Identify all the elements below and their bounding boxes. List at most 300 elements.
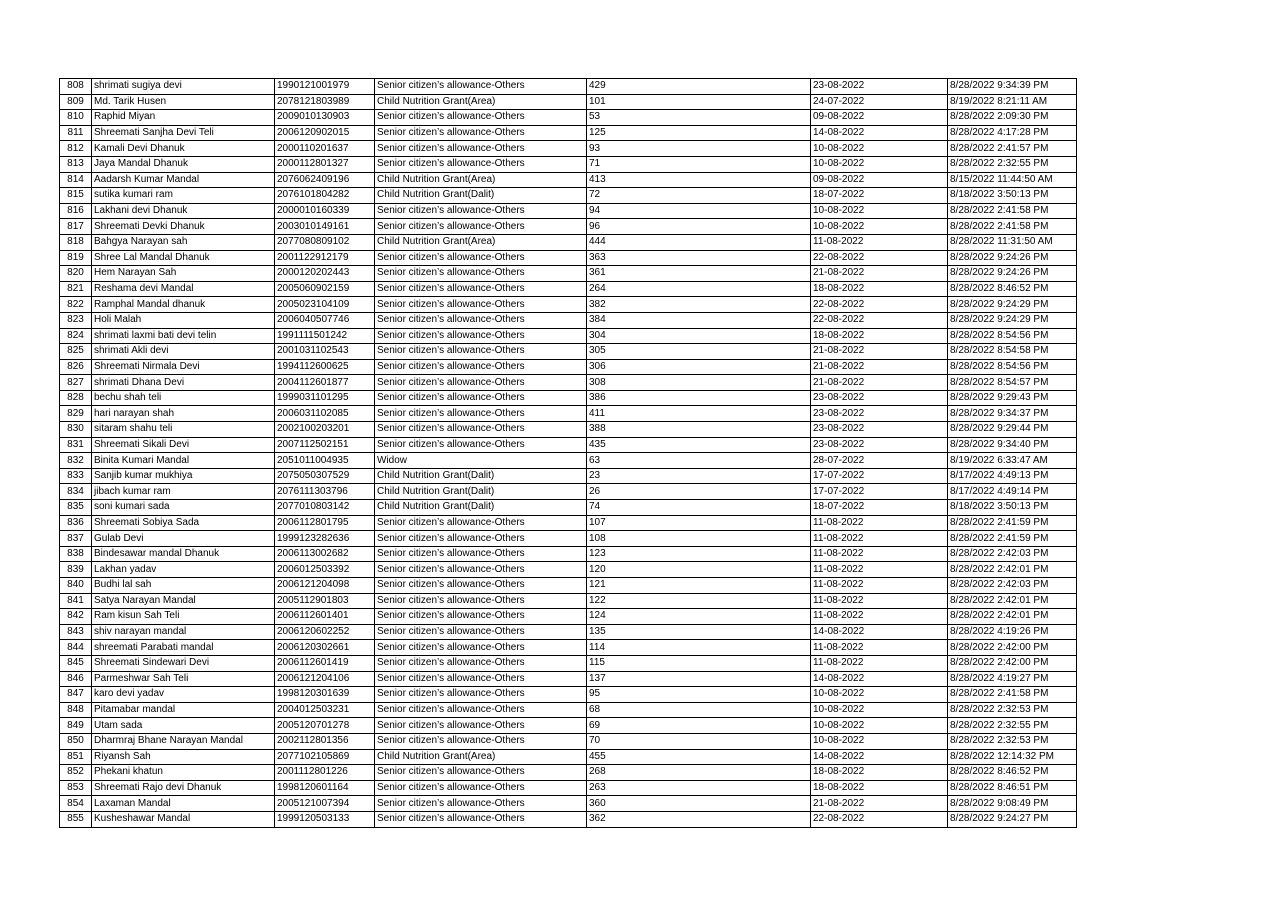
scheme-cell: Child Nutrition Grant(Dalit) [375, 484, 587, 500]
scheme-cell: Senior citizen’s allowance-Others [375, 655, 587, 671]
timestamp-cell: 8/28/2022 2:42:01 PM [948, 593, 1077, 609]
date-cell: 10-08-2022 [811, 156, 948, 172]
serial-number-cell: 841 [60, 593, 92, 609]
timestamp-cell: 8/28/2022 9:34:40 PM [948, 437, 1077, 453]
amount-cell: 306 [587, 359, 811, 375]
id-number-cell: 2006121204106 [275, 671, 375, 687]
amount-cell: 455 [587, 749, 811, 765]
serial-number-cell: 811 [60, 125, 92, 141]
date-cell: 18-08-2022 [811, 328, 948, 344]
serial-number-cell: 809 [60, 94, 92, 110]
timestamp-cell: 8/28/2022 9:24:26 PM [948, 250, 1077, 266]
amount-cell: 363 [587, 250, 811, 266]
timestamp-cell: 8/28/2022 9:24:27 PM [948, 811, 1077, 827]
timestamp-cell: 8/28/2022 4:19:26 PM [948, 624, 1077, 640]
id-number-cell: 2077080809102 [275, 234, 375, 250]
scheme-cell: Senior citizen’s allowance-Others [375, 780, 587, 796]
serial-number-cell: 808 [60, 79, 92, 95]
amount-cell: 26 [587, 484, 811, 500]
date-cell: 22-08-2022 [811, 811, 948, 827]
timestamp-cell: 8/17/2022 4:49:14 PM [948, 484, 1077, 500]
amount-cell: 68 [587, 702, 811, 718]
amount-cell: 72 [587, 188, 811, 204]
serial-number-cell: 824 [60, 328, 92, 344]
name-cell: Shreemati Sindewari Devi [92, 655, 275, 671]
date-cell: 21-08-2022 [811, 266, 948, 282]
name-cell: Bahgya Narayan sah [92, 234, 275, 250]
serial-number-cell: 853 [60, 780, 92, 796]
name-cell: Jaya Mandal Dhanuk [92, 156, 275, 172]
date-cell: 11-08-2022 [811, 609, 948, 625]
scheme-cell: Child Nutrition Grant(Dalit) [375, 500, 587, 516]
date-cell: 21-08-2022 [811, 375, 948, 391]
date-cell: 10-08-2022 [811, 702, 948, 718]
scheme-cell: Senior citizen’s allowance-Others [375, 219, 587, 235]
amount-cell: 444 [587, 234, 811, 250]
amount-cell: 95 [587, 687, 811, 703]
serial-number-cell: 854 [60, 796, 92, 812]
name-cell: shrimati sugiya devi [92, 79, 275, 95]
timestamp-cell: 8/28/2022 2:42:01 PM [948, 609, 1077, 625]
table-row [60, 390, 1077, 406]
serial-number-cell: 844 [60, 640, 92, 656]
scheme-cell: Senior citizen’s allowance-Others [375, 250, 587, 266]
timestamp-cell: 8/28/2022 2:42:03 PM [948, 546, 1077, 562]
name-cell: Gulab Devi [92, 531, 275, 547]
id-number-cell: 2005121007394 [275, 796, 375, 812]
timestamp-cell: 8/28/2022 9:29:44 PM [948, 422, 1077, 438]
date-cell: 23-08-2022 [811, 422, 948, 438]
name-cell: Utam sada [92, 718, 275, 734]
name-cell: shrimati laxmi bati devi telin [92, 328, 275, 344]
table-row [60, 624, 1077, 640]
table-row [60, 515, 1077, 531]
scheme-cell: Senior citizen’s allowance-Others [375, 79, 587, 95]
amount-cell: 305 [587, 344, 811, 360]
id-number-cell: 2006112601401 [275, 609, 375, 625]
amount-cell: 384 [587, 312, 811, 328]
timestamp-cell: 8/19/2022 8:21:11 AM [948, 94, 1077, 110]
amount-cell: 435 [587, 437, 811, 453]
date-cell: 11-08-2022 [811, 593, 948, 609]
timestamp-cell: 8/28/2022 9:24:26 PM [948, 266, 1077, 282]
timestamp-cell: 8/28/2022 8:46:51 PM [948, 780, 1077, 796]
timestamp-cell: 8/28/2022 9:24:29 PM [948, 297, 1077, 313]
id-number-cell: 1999031101295 [275, 390, 375, 406]
id-number-cell: 2006040507746 [275, 312, 375, 328]
name-cell: Parmeshwar Sah Teli [92, 671, 275, 687]
table-row [60, 468, 1077, 484]
date-cell: 18-07-2022 [811, 188, 948, 204]
scheme-cell: Senior citizen’s allowance-Others [375, 640, 587, 656]
amount-cell: 101 [587, 94, 811, 110]
timestamp-cell: 8/28/2022 9:34:37 PM [948, 406, 1077, 422]
amount-cell: 411 [587, 406, 811, 422]
date-cell: 14-08-2022 [811, 125, 948, 141]
id-number-cell: 1998120601164 [275, 780, 375, 796]
name-cell: shiv narayan mandal [92, 624, 275, 640]
scheme-cell: Senior citizen’s allowance-Others [375, 811, 587, 827]
date-cell: 09-08-2022 [811, 172, 948, 188]
id-number-cell: 1998120301639 [275, 687, 375, 703]
id-number-cell: 2006112601419 [275, 655, 375, 671]
amount-cell: 386 [587, 390, 811, 406]
name-cell: Ram kisun Sah Teli [92, 609, 275, 625]
table-row [60, 297, 1077, 313]
table-row [60, 250, 1077, 266]
id-number-cell: 2002112801356 [275, 733, 375, 749]
scheme-cell: Senior citizen’s allowance-Others [375, 515, 587, 531]
serial-number-cell: 842 [60, 609, 92, 625]
table-row [60, 655, 1077, 671]
id-number-cell: 2005060902159 [275, 281, 375, 297]
id-number-cell: 2006113002682 [275, 546, 375, 562]
serial-number-cell: 836 [60, 515, 92, 531]
amount-cell: 125 [587, 125, 811, 141]
amount-cell: 264 [587, 281, 811, 297]
name-cell: Laxaman Mandal [92, 796, 275, 812]
timestamp-cell: 8/28/2022 2:42:01 PM [948, 562, 1077, 578]
timestamp-cell: 8/28/2022 2:42:03 PM [948, 578, 1077, 594]
amount-cell: 304 [587, 328, 811, 344]
id-number-cell: 2004012503231 [275, 702, 375, 718]
timestamp-cell: 8/28/2022 8:46:52 PM [948, 765, 1077, 781]
scheme-cell: Senior citizen’s allowance-Others [375, 702, 587, 718]
scheme-cell: Senior citizen’s allowance-Others [375, 765, 587, 781]
serial-number-cell: 838 [60, 546, 92, 562]
name-cell: Dharmraj Bhane Narayan Mandal [92, 733, 275, 749]
name-cell: sutika kumari ram [92, 188, 275, 204]
amount-cell: 263 [587, 780, 811, 796]
table-row [60, 234, 1077, 250]
table-row [60, 375, 1077, 391]
id-number-cell: 1999120503133 [275, 811, 375, 827]
scheme-cell: Senior citizen’s allowance-Others [375, 281, 587, 297]
scheme-cell: Senior citizen’s allowance-Others [375, 141, 587, 157]
amount-cell: 122 [587, 593, 811, 609]
serial-number-cell: 821 [60, 281, 92, 297]
date-cell: 10-08-2022 [811, 718, 948, 734]
amount-cell: 108 [587, 531, 811, 547]
beneficiary-table [59, 78, 1077, 828]
amount-cell: 70 [587, 733, 811, 749]
scheme-cell: Senior citizen’s allowance-Others [375, 609, 587, 625]
timestamp-cell: 8/28/2022 9:29:43 PM [948, 390, 1077, 406]
id-number-cell: 1991111501242 [275, 328, 375, 344]
name-cell: hari narayan shah [92, 406, 275, 422]
serial-number-cell: 837 [60, 531, 92, 547]
date-cell: 23-08-2022 [811, 79, 948, 95]
table-row [60, 531, 1077, 547]
amount-cell: 115 [587, 655, 811, 671]
table-row [60, 281, 1077, 297]
scheme-cell: Senior citizen’s allowance-Others [375, 624, 587, 640]
id-number-cell: 2005120701278 [275, 718, 375, 734]
table-row [60, 749, 1077, 765]
id-number-cell: 2000120202443 [275, 266, 375, 282]
amount-cell: 413 [587, 172, 811, 188]
name-cell: Aadarsh Kumar Mandal [92, 172, 275, 188]
id-number-cell: 2006012503392 [275, 562, 375, 578]
timestamp-cell: 8/28/2022 4:17:28 PM [948, 125, 1077, 141]
date-cell: 18-08-2022 [811, 281, 948, 297]
serial-number-cell: 816 [60, 203, 92, 219]
id-number-cell: 2078121803989 [275, 94, 375, 110]
date-cell: 11-08-2022 [811, 515, 948, 531]
amount-cell: 308 [587, 375, 811, 391]
scheme-cell: Senior citizen’s allowance-Others [375, 156, 587, 172]
timestamp-cell: 8/28/2022 4:19:27 PM [948, 671, 1077, 687]
serial-number-cell: 852 [60, 765, 92, 781]
scheme-cell: Senior citizen’s allowance-Others [375, 110, 587, 126]
scheme-cell: Senior citizen’s allowance-Others [375, 796, 587, 812]
table-row [60, 718, 1077, 734]
table-row [60, 546, 1077, 562]
table-row [60, 422, 1077, 438]
name-cell: Bindesawar mandal Dhanuk [92, 546, 275, 562]
serial-number-cell: 843 [60, 624, 92, 640]
timestamp-cell: 8/28/2022 2:41:57 PM [948, 141, 1077, 157]
scheme-cell: Child Nutrition Grant(Area) [375, 749, 587, 765]
date-cell: 11-08-2022 [811, 562, 948, 578]
table-row [60, 562, 1077, 578]
name-cell: Raphid Miyan [92, 110, 275, 126]
id-number-cell: 1990121001979 [275, 79, 375, 95]
table-row [60, 733, 1077, 749]
timestamp-cell: 8/28/2022 2:41:58 PM [948, 687, 1077, 703]
name-cell: shrimati Dhana Devi [92, 375, 275, 391]
amount-cell: 63 [587, 453, 811, 469]
table-row [60, 188, 1077, 204]
scheme-cell: Senior citizen’s allowance-Others [375, 390, 587, 406]
date-cell: 23-08-2022 [811, 437, 948, 453]
scheme-cell: Senior citizen’s allowance-Others [375, 297, 587, 313]
serial-number-cell: 840 [60, 578, 92, 594]
id-number-cell: 2076101804282 [275, 188, 375, 204]
timestamp-cell: 8/28/2022 2:32:55 PM [948, 156, 1077, 172]
amount-cell: 120 [587, 562, 811, 578]
name-cell: Shreemati Sanjha Devi Teli [92, 125, 275, 141]
date-cell: 10-08-2022 [811, 203, 948, 219]
table-row [60, 671, 1077, 687]
name-cell: Shreemati Rajo devi Dhanuk [92, 780, 275, 796]
timestamp-cell: 8/17/2022 4:49:13 PM [948, 468, 1077, 484]
id-number-cell: 1999123282636 [275, 531, 375, 547]
amount-cell: 382 [587, 297, 811, 313]
timestamp-cell: 8/28/2022 8:54:57 PM [948, 375, 1077, 391]
scheme-cell: Senior citizen’s allowance-Others [375, 203, 587, 219]
id-number-cell: 2075050307529 [275, 468, 375, 484]
scheme-cell: Child Nutrition Grant(Area) [375, 234, 587, 250]
scheme-cell: Senior citizen’s allowance-Others [375, 359, 587, 375]
name-cell: Shreemati Nirmala Devi [92, 359, 275, 375]
amount-cell: 107 [587, 515, 811, 531]
serial-number-cell: 832 [60, 453, 92, 469]
id-number-cell: 2002100203201 [275, 422, 375, 438]
scheme-cell: Senior citizen’s allowance-Others [375, 718, 587, 734]
date-cell: 21-08-2022 [811, 796, 948, 812]
scheme-cell: Senior citizen’s allowance-Others [375, 125, 587, 141]
serial-number-cell: 835 [60, 500, 92, 516]
name-cell: shreemati Parabati mandal [92, 640, 275, 656]
serial-number-cell: 845 [60, 655, 92, 671]
table-row [60, 266, 1077, 282]
amount-cell: 388 [587, 422, 811, 438]
scheme-cell: Senior citizen’s allowance-Others [375, 578, 587, 594]
date-cell: 22-08-2022 [811, 312, 948, 328]
date-cell: 23-08-2022 [811, 390, 948, 406]
date-cell: 11-08-2022 [811, 578, 948, 594]
id-number-cell: 1994112600625 [275, 359, 375, 375]
id-number-cell: 2077102105869 [275, 749, 375, 765]
timestamp-cell: 8/28/2022 9:24:29 PM [948, 312, 1077, 328]
date-cell: 22-08-2022 [811, 297, 948, 313]
timestamp-cell: 8/28/2022 2:42:00 PM [948, 655, 1077, 671]
timestamp-cell: 8/28/2022 8:54:58 PM [948, 344, 1077, 360]
table-row [60, 125, 1077, 141]
name-cell: Phekani khatun [92, 765, 275, 781]
table-row [60, 312, 1077, 328]
scheme-cell: Child Nutrition Grant(Dalit) [375, 188, 587, 204]
scheme-cell: Senior citizen’s allowance-Others [375, 422, 587, 438]
name-cell: Pitamabar mandal [92, 702, 275, 718]
amount-cell: 94 [587, 203, 811, 219]
scheme-cell: Senior citizen’s allowance-Others [375, 375, 587, 391]
scheme-cell: Senior citizen’s allowance-Others [375, 266, 587, 282]
table-row [60, 765, 1077, 781]
amount-cell: 74 [587, 500, 811, 516]
table-row [60, 172, 1077, 188]
table-row [60, 609, 1077, 625]
amount-cell: 124 [587, 609, 811, 625]
id-number-cell: 2001112801226 [275, 765, 375, 781]
table-row [60, 328, 1077, 344]
table-row [60, 811, 1077, 827]
table-row [60, 484, 1077, 500]
name-cell: Shreemati Sobiya Sada [92, 515, 275, 531]
table-row [60, 593, 1077, 609]
amount-cell: 361 [587, 266, 811, 282]
table-row [60, 780, 1077, 796]
serial-number-cell: 855 [60, 811, 92, 827]
serial-number-cell: 814 [60, 172, 92, 188]
amount-cell: 137 [587, 671, 811, 687]
date-cell: 10-08-2022 [811, 141, 948, 157]
date-cell: 14-08-2022 [811, 671, 948, 687]
table-row [60, 406, 1077, 422]
scheme-cell: Senior citizen’s allowance-Others [375, 671, 587, 687]
table-row [60, 500, 1077, 516]
serial-number-cell: 828 [60, 390, 92, 406]
serial-number-cell: 849 [60, 718, 92, 734]
id-number-cell: 2001031102543 [275, 344, 375, 360]
date-cell: 14-08-2022 [811, 624, 948, 640]
table-row [60, 110, 1077, 126]
date-cell: 11-08-2022 [811, 234, 948, 250]
name-cell: Holi Malah [92, 312, 275, 328]
timestamp-cell: 8/28/2022 2:32:53 PM [948, 702, 1077, 718]
serial-number-cell: 830 [60, 422, 92, 438]
id-number-cell: 2006031102085 [275, 406, 375, 422]
name-cell: Hem Narayan Sah [92, 266, 275, 282]
date-cell: 10-08-2022 [811, 219, 948, 235]
table-row [60, 344, 1077, 360]
id-number-cell: 2051011004935 [275, 453, 375, 469]
name-cell: Riyansh Sah [92, 749, 275, 765]
table-row [60, 141, 1077, 157]
scheme-cell: Senior citizen’s allowance-Others [375, 687, 587, 703]
date-cell: 22-08-2022 [811, 250, 948, 266]
timestamp-cell: 8/28/2022 2:09:30 PM [948, 110, 1077, 126]
serial-number-cell: 846 [60, 671, 92, 687]
timestamp-cell: 8/28/2022 2:41:59 PM [948, 515, 1077, 531]
name-cell: karo devi yadav [92, 687, 275, 703]
date-cell: 21-08-2022 [811, 359, 948, 375]
id-number-cell: 2006120902015 [275, 125, 375, 141]
date-cell: 09-08-2022 [811, 110, 948, 126]
id-number-cell: 2006112801795 [275, 515, 375, 531]
amount-cell: 69 [587, 718, 811, 734]
amount-cell: 71 [587, 156, 811, 172]
name-cell: bechu shah teli [92, 390, 275, 406]
table-body [60, 79, 1077, 828]
timestamp-cell: 8/28/2022 8:54:56 PM [948, 328, 1077, 344]
timestamp-cell: 8/28/2022 2:32:55 PM [948, 718, 1077, 734]
id-number-cell: 2000010160339 [275, 203, 375, 219]
timestamp-cell: 8/19/2022 6:33:47 AM [948, 453, 1077, 469]
date-cell: 18-08-2022 [811, 765, 948, 781]
serial-number-cell: 848 [60, 702, 92, 718]
id-number-cell: 2009010130903 [275, 110, 375, 126]
table-row [60, 640, 1077, 656]
scheme-cell: Senior citizen’s allowance-Others [375, 437, 587, 453]
scheme-cell: Senior citizen’s allowance-Others [375, 593, 587, 609]
date-cell: 11-08-2022 [811, 655, 948, 671]
id-number-cell: 2007112502151 [275, 437, 375, 453]
scheme-cell: Widow [375, 453, 587, 469]
scheme-cell: Senior citizen’s allowance-Others [375, 531, 587, 547]
amount-cell: 53 [587, 110, 811, 126]
serial-number-cell: 817 [60, 219, 92, 235]
scheme-cell: Senior citizen’s allowance-Others [375, 312, 587, 328]
serial-number-cell: 826 [60, 359, 92, 375]
table-row [60, 94, 1077, 110]
amount-cell: 114 [587, 640, 811, 656]
date-cell: 14-08-2022 [811, 749, 948, 765]
table-row [60, 359, 1077, 375]
serial-number-cell: 825 [60, 344, 92, 360]
id-number-cell: 2000110201637 [275, 141, 375, 157]
name-cell: Md. Tarik Husen [92, 94, 275, 110]
id-number-cell: 2003010149161 [275, 219, 375, 235]
table-row [60, 687, 1077, 703]
timestamp-cell: 8/28/2022 8:46:52 PM [948, 281, 1077, 297]
table-row [60, 796, 1077, 812]
id-number-cell: 2005112901803 [275, 593, 375, 609]
scheme-cell: Senior citizen’s allowance-Others [375, 733, 587, 749]
name-cell: Lakhani devi Dhanuk [92, 203, 275, 219]
timestamp-cell: 8/28/2022 9:34:39 PM [948, 79, 1077, 95]
date-cell: 21-08-2022 [811, 344, 948, 360]
amount-cell: 268 [587, 765, 811, 781]
name-cell: jibach kumar ram [92, 484, 275, 500]
serial-number-cell: 839 [60, 562, 92, 578]
table-row [60, 203, 1077, 219]
timestamp-cell: 8/18/2022 3:50:13 PM [948, 188, 1077, 204]
date-cell: 11-08-2022 [811, 640, 948, 656]
table-row [60, 79, 1077, 95]
name-cell: Kamali Devi Dhanuk [92, 141, 275, 157]
